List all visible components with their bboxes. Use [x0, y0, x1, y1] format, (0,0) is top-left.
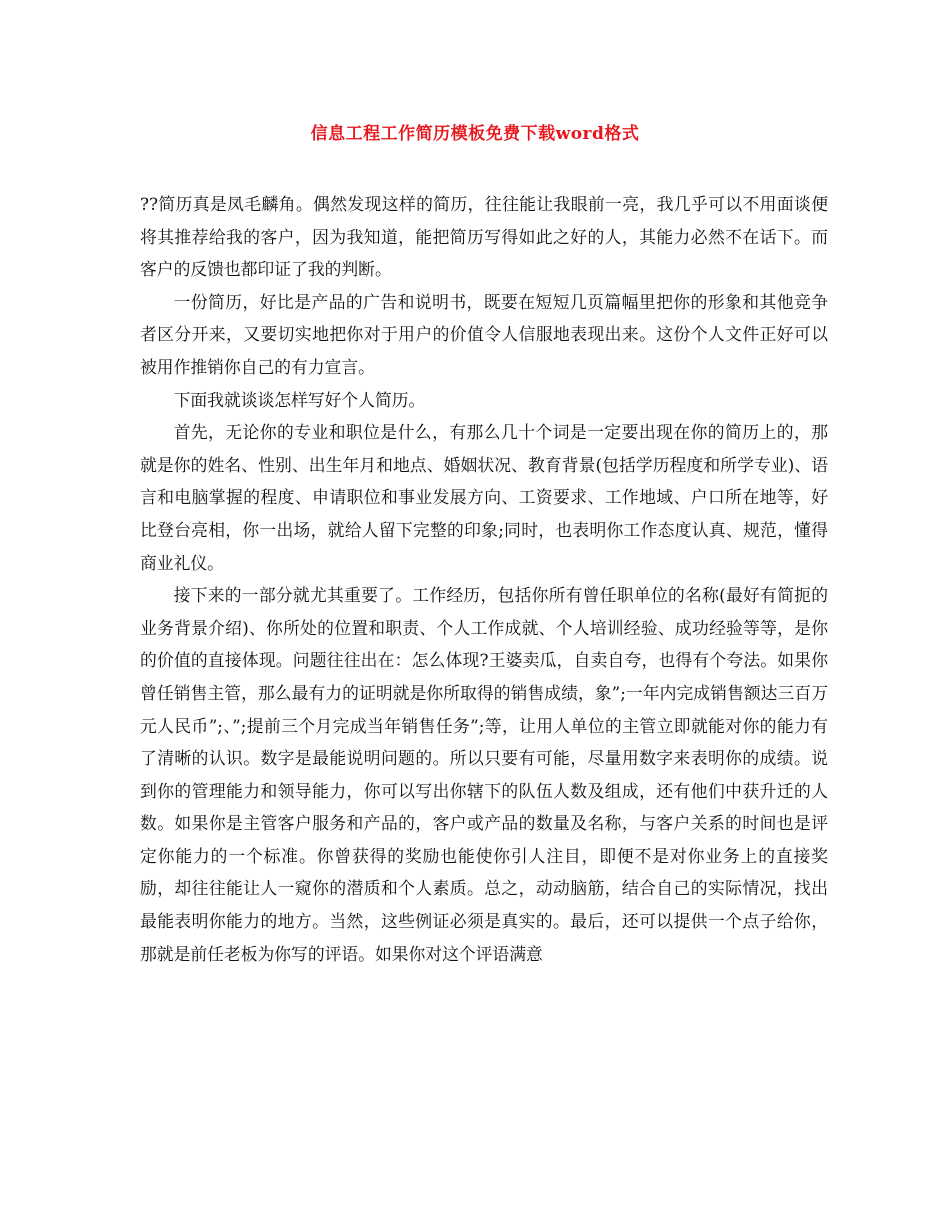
paragraph-5: 接下来的一部分就尤其重要了。工作经历，包括你所有曾任职单位的名称(最好有简扼的业务背景介绍)、你所处的位置和职责、个人工作成就、个人培训经验、成功经验等等，是你的价值的直接体现。问题往往出在：怎么体现?王婆卖瓜，自卖自夸，也得有个夸法。如果你曾任销售主管，那么最有力的证明就是你所取得的销售成绩，象”;一年内完成销售额达三百万元人民币”;、”;提前三个月完成当年销售任务”;等，让用人单位的主管立即就能对你的能力有了清晰的认识。数字是最能说明问题的。所以只要有可能，尽量用数字来表明你的成绩。说到你的管理能力和领导能力，你可以写出你辖下的队伍人数及组成，还有他们中获升迁的人数。如果你是主管客户服务和产品的，客户或产品的数量及名称，与客户关系的时间也是评定你能力的一个标准。你曾获得的奖励也能使你引人注目，即便不是对你业务上的直接奖励，却往往能让人一窥你的潜质和个人素质。总之，动动脑筋，结合自己的实际情况，找出最能表明你能力的地方。当然，这些例证必须是真实的。最后，还可以提供一个点子给你，那就是前任老板为你写的评语。如果你对这个评语满意	[140, 585, 828, 964]
paragraph-2: 一份简历，好比是产品的广告和说明书，既要在短短几页篇幅里把你的形象和其他竞争者区分开来，又要切实地把你对于用户的价值令人信服地表现出来。这份个人文件正好可以被用作推销你自己的有力宣言。	[140, 291, 828, 377]
paragraph-4: 首先，无论你的专业和职位是什么，有那么几十个词是一定要出现在你的简历上的，那就是你的姓名、性别、出生年月和地点、婚姻状况、教育背景(包括学历程度和所学专业)、语言和电脑掌握的程度、申请职位和事业发展方向、工资要求、工作地域、户口所在地等，好比登台亮相，你一出场，就给人留下完整的印象;同时，也表明你工作态度认真、规范，懂得商业礼仪。	[140, 422, 828, 573]
paragraph-1: ??简历真是凤毛麟角。偶然发现这样的简历，往往能让我眼前一亮，我几乎可以不用面谈便将其推荐给我的客户，因为我知道，能把简历写得如此之好的人，其能力必然不在话下。而客户的反馈也都印证了我的判断。	[140, 194, 828, 280]
paragraph-3: 下面我就谈谈怎样写好个人简历。	[173, 389, 426, 410]
document-title: 信息工程工作简历模板免费下载word格式	[310, 124, 640, 144]
document-body	[140, 188, 828, 970]
